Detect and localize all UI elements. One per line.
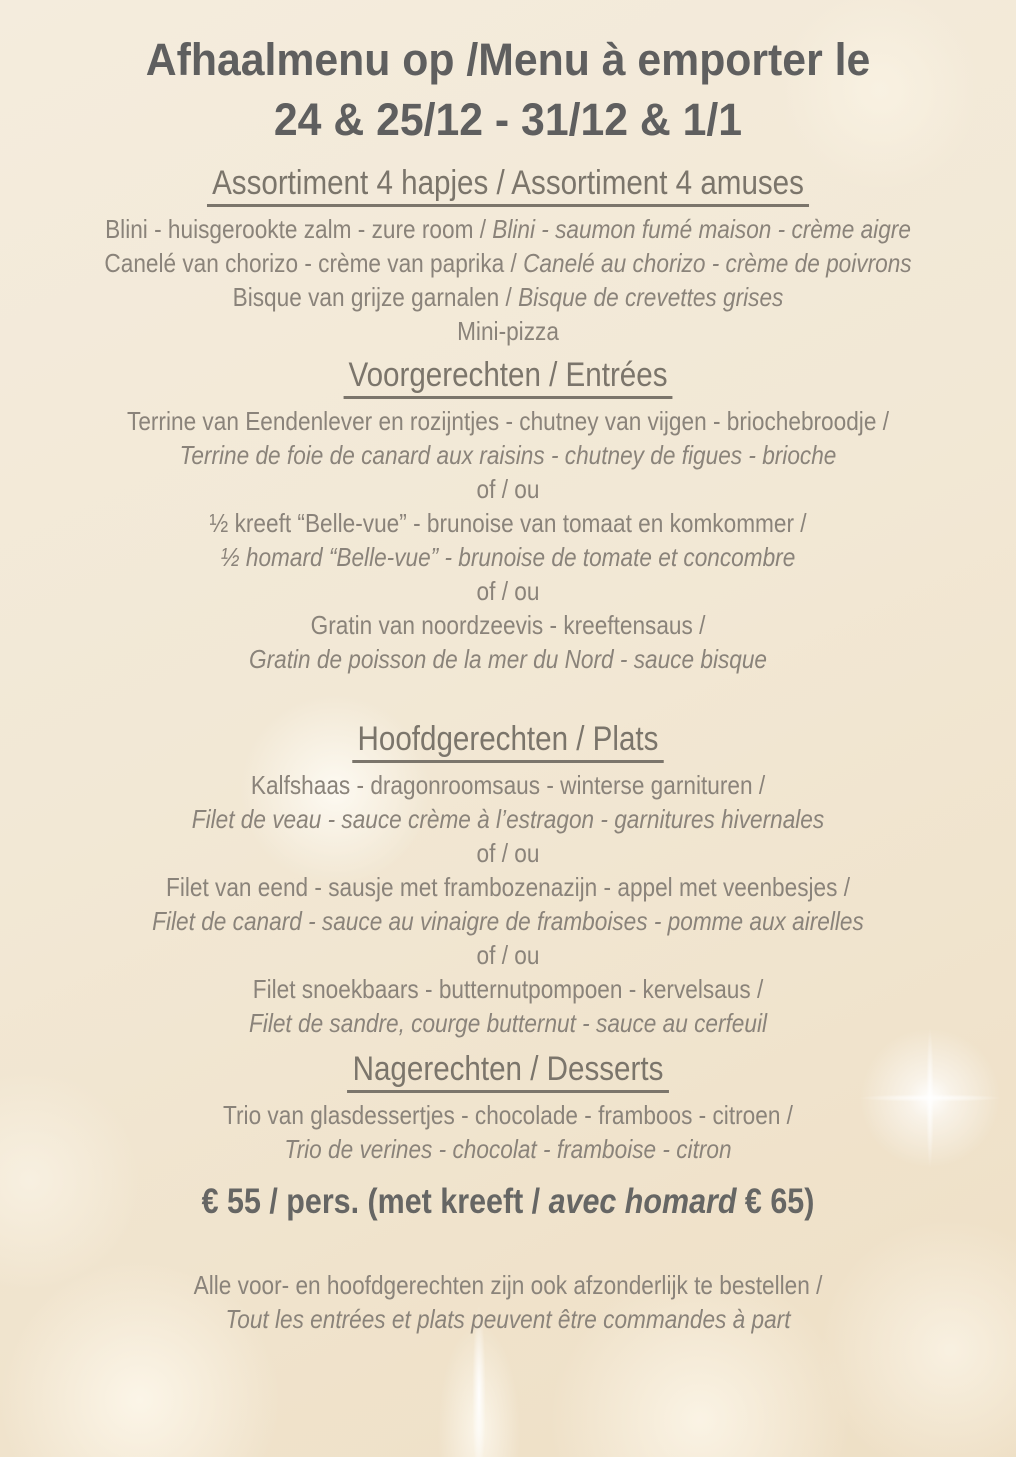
price-italic-text: avec homard xyxy=(548,1182,737,1221)
page-title xyxy=(0,30,1016,150)
price-line xyxy=(66,1180,950,1224)
french-text: Terrine de foie de canard aux raisins - chutney de figues - brioche xyxy=(179,440,837,470)
footer-line-french xyxy=(66,1302,950,1336)
section-lines xyxy=(0,212,1016,348)
dutch-text: ½ kreeft “Belle-vue” - brunoise van tomaat en komkommer / xyxy=(209,508,807,538)
dutch-text: Canelé van chorizo - crème van paprika / xyxy=(104,248,524,278)
menu-line xyxy=(66,802,950,836)
menu-line xyxy=(66,608,950,642)
french-text: Filet de canard - sauce au vinaigre de framboises - pomme aux airelles xyxy=(152,906,864,936)
dutch-text: Blini - huisgerookte zalm - zure room / xyxy=(105,214,493,244)
section-heading-text: Voorgerechten / Entrées xyxy=(343,356,672,399)
french-text: ½ homard “Belle-vue” - brunoise de tomate et concombre xyxy=(220,542,796,572)
menu-line xyxy=(66,438,950,472)
dutch-text: Filet snoekbaars - butternutpompoen - kervelsaus / xyxy=(252,974,764,1004)
dutch-text: Alle voor- en hoofdgerechten zijn ook afzonderlijk te bestellen / xyxy=(193,1270,823,1300)
menu-line xyxy=(66,1132,950,1166)
section-heading xyxy=(66,1050,950,1093)
dutch-text: Trio van glasdessertjes - chocolade - framboos - citroen / xyxy=(223,1100,793,1130)
menu-line xyxy=(66,1006,950,1040)
section-heading-text: Hoofdgerechten / Plats xyxy=(352,720,663,763)
menu-line xyxy=(66,314,950,348)
menu-line-or xyxy=(66,938,950,972)
footer-note xyxy=(0,1268,1016,1336)
title-line-1: Afhaalmenu op /Menu à emporter le xyxy=(145,34,871,85)
menu-line xyxy=(66,1098,950,1132)
section-lines xyxy=(0,768,1016,1040)
menu-line xyxy=(66,768,950,802)
menu-line xyxy=(66,904,950,938)
section-mains xyxy=(0,720,1016,1040)
price-suffix: € 65) xyxy=(736,1182,815,1221)
french-text: Filet de veau - sauce crème à l’estragon - garnitures hivernales xyxy=(191,804,825,834)
menu-line-or xyxy=(66,836,950,870)
menu-line xyxy=(66,972,950,1006)
dutch-text: of / ou xyxy=(476,838,540,868)
section-desserts xyxy=(0,1050,1016,1166)
section-amuses xyxy=(0,164,1016,348)
menu-line xyxy=(66,280,950,314)
section-heading-text: Nagerechten / Desserts xyxy=(347,1050,668,1093)
menu-line xyxy=(66,870,950,904)
menu-line xyxy=(66,642,950,676)
section-lines xyxy=(0,404,1016,676)
french-text: Bisque de crevettes grises xyxy=(518,282,784,312)
section-heading-text: Assortiment 4 hapjes / Assortiment 4 amuses xyxy=(207,164,809,207)
french-text: Canelé au chorizo - crème de poivrons xyxy=(523,248,912,278)
dutch-text: of / ou xyxy=(476,940,540,970)
section-heading xyxy=(66,356,950,399)
footer-line-dutch xyxy=(66,1268,950,1302)
menu-line xyxy=(66,506,950,540)
dutch-text: Filet van eend - sausje met frambozenazijn - appel met veenbesjes / xyxy=(166,872,850,902)
dutch-text: Mini-pizza xyxy=(457,316,559,346)
dutch-text: Gratin van noordzeevis - kreeftensaus / xyxy=(310,610,706,640)
title-line-2: 24 & 25/12 - 31/12 & 1/1 xyxy=(273,94,743,145)
section-heading xyxy=(66,720,950,763)
french-text: Gratin de poisson de la mer du Nord - sauce bisque xyxy=(248,644,768,674)
french-text: Filet de sandre, courge butternut - sauce au cerfeuil xyxy=(248,1008,768,1038)
section-heading xyxy=(66,164,950,207)
dutch-text: Bisque van grijze garnalen / xyxy=(232,282,519,312)
french-text: Blini - saumon fumé maison - crème aigre xyxy=(492,214,911,244)
menu-line-or xyxy=(66,574,950,608)
french-text: Trio de verines - chocolat - framboise - citron xyxy=(284,1134,732,1164)
dutch-text: of / ou xyxy=(476,576,540,606)
dutch-text: Kalfshaas - dragonroomsaus - winterse garnituren / xyxy=(250,770,766,800)
section-starters xyxy=(0,356,1016,676)
dutch-text: of / ou xyxy=(476,474,540,504)
section-lines xyxy=(0,1098,1016,1166)
menu-line-or xyxy=(66,472,950,506)
menu-line xyxy=(66,212,950,246)
price-prefix: € 55 / pers. (met kreeft / xyxy=(201,1182,549,1221)
dutch-text: Terrine van Eendenlever en rozijntjes - chutney van vijgen - briochebroodje / xyxy=(127,406,889,436)
menu-line xyxy=(66,246,950,280)
menu-line xyxy=(66,540,950,574)
french-text: Tout les entrées et plats peuvent être commandes à part xyxy=(225,1304,791,1334)
menu-line xyxy=(66,404,950,438)
